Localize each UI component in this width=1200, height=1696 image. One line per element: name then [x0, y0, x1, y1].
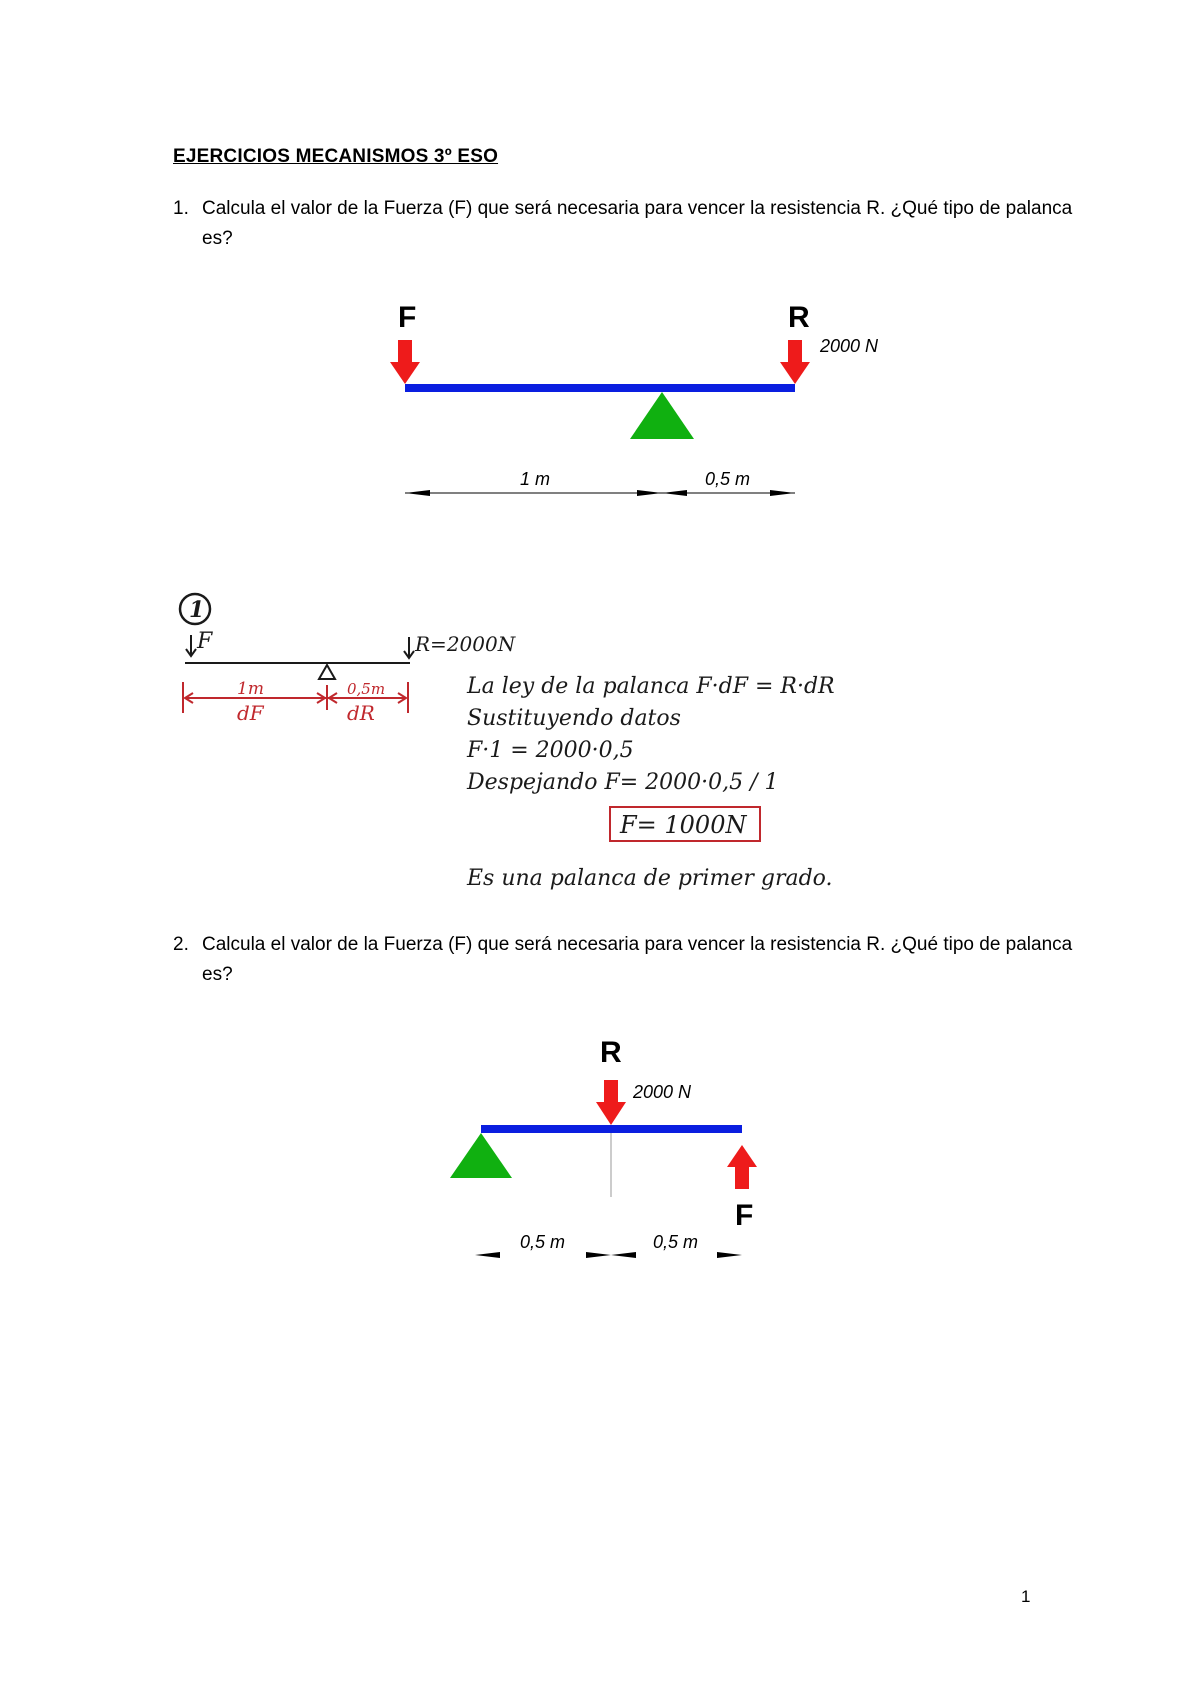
hand-dist-right: 0,5m — [347, 680, 386, 698]
hand-force-label: F — [197, 629, 213, 654]
dimension-arrows — [475, 1252, 742, 1258]
hand-force-arrow — [186, 635, 196, 656]
resistance-value: 2000 N — [820, 336, 879, 356]
page-number: 1 — [1021, 1587, 1031, 1606]
distance-right: 0,5 m — [653, 1232, 699, 1252]
lever-beam — [481, 1125, 742, 1133]
page-title: EJERCICIOS MECANISMOS 3º ESO — [173, 146, 499, 167]
lever-diagram-2 — [440, 1030, 780, 1265]
resistance-label: R — [788, 301, 810, 334]
hand-df: dF — [237, 701, 264, 725]
resistance-arrow — [780, 340, 810, 384]
hand-resistance-label: R=2000N — [415, 632, 516, 656]
resistance-arrow — [596, 1080, 626, 1125]
solution-line-1: La ley de la palanca F·dF = R·dR — [467, 674, 835, 699]
exercise-number: 2. — [173, 934, 189, 955]
fulcrum — [450, 1133, 512, 1178]
hand-resistance-arrow — [404, 637, 414, 658]
fulcrum — [630, 392, 694, 439]
distance-right: 0,5 m — [705, 469, 751, 489]
solution-line-2: Sustituyendo datos — [467, 706, 681, 731]
hand-dr: dR — [347, 701, 375, 725]
solution-line-3: F·1 = 2000·0,5 — [467, 738, 634, 763]
lever-beam — [405, 384, 795, 392]
force-arrow — [390, 340, 420, 384]
exercise-question: Calcula el valor de la Fuerza (F) que será necesaria para vencer la resistencia R. ¿Qué tipo de palanca es? — [202, 934, 1073, 985]
force-label: F — [398, 301, 417, 334]
hand-dist-left: 1m — [237, 679, 264, 699]
resistance-label: R — [600, 1036, 622, 1069]
distance-left: 0,5 m — [520, 1232, 566, 1252]
force-arrow — [727, 1145, 757, 1189]
handwritten-solution-1 — [175, 585, 935, 915]
hand-fulcrum — [319, 665, 335, 679]
solution-result: F= 1000N — [620, 811, 747, 839]
exercise-1 — [173, 194, 1073, 254]
circled-number-text: 1 — [189, 597, 205, 623]
exercise-number: 1. — [173, 198, 189, 219]
force-label: F — [735, 1199, 754, 1232]
distance-left: 1 m — [520, 469, 551, 489]
exercise-question: Calcula el valor de la Fuerza (F) que será necesaria para vencer la resistencia R. ¿Qué tipo de palanca es? — [202, 198, 1073, 249]
solution-conclusion: Es una palanca de primer grado. — [467, 866, 833, 891]
resistance-value: 2000 N — [633, 1082, 692, 1102]
exercise-2 — [173, 930, 1073, 990]
solution-line-4: Despejando F= 2000·0,5 / 1 — [467, 770, 779, 795]
lever-diagram-1 — [390, 295, 910, 510]
